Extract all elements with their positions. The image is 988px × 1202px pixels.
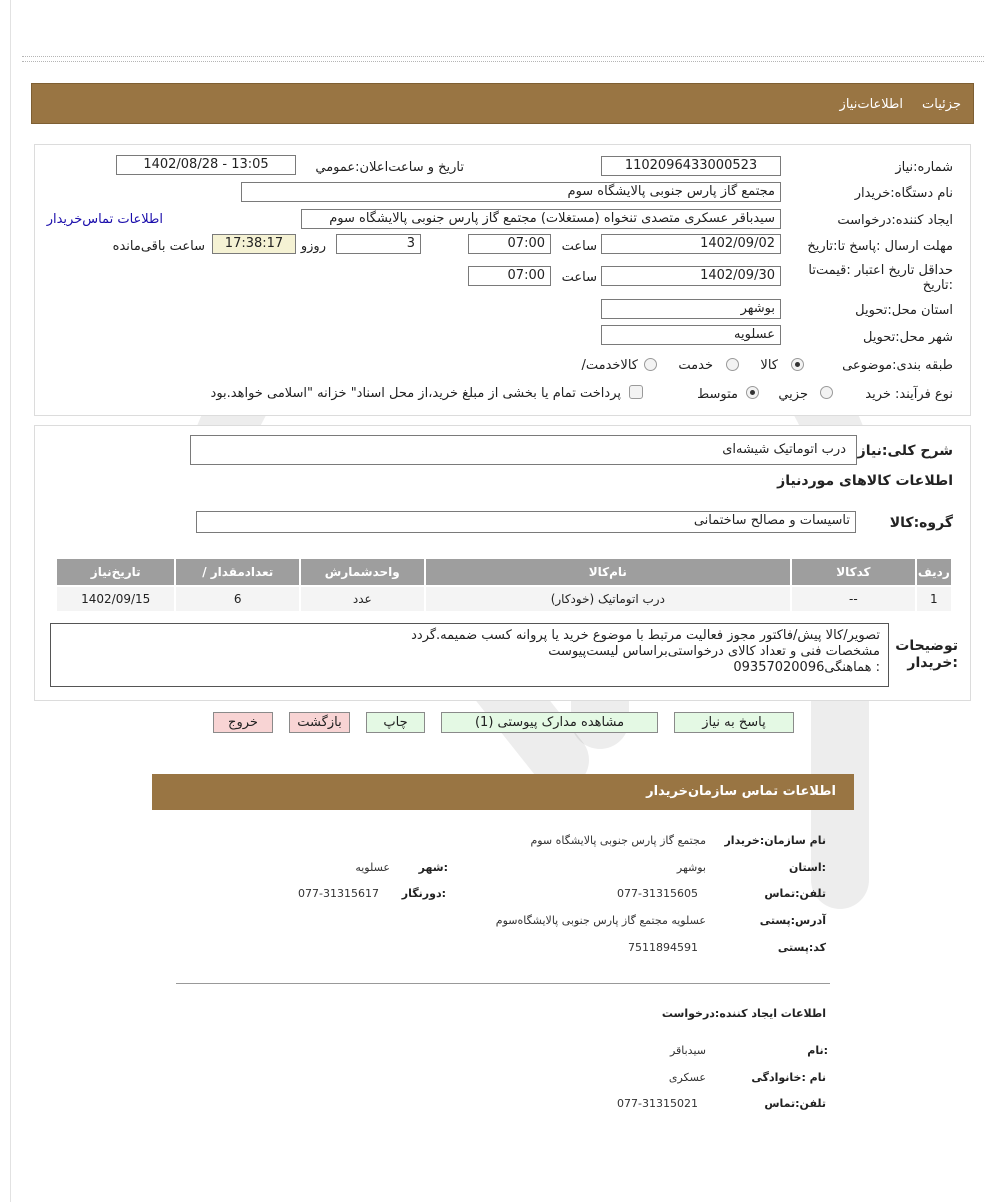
buyer-org-field: مجتمع گاز پارس جنوبی پالایشگاه سوم	[241, 182, 781, 202]
validity-time-field: 07:00	[468, 266, 551, 286]
category-service-label: خدمت	[678, 358, 713, 373]
need-number-label: شماره:نیاز	[895, 160, 953, 175]
validity-date-field: 1402/09/30	[601, 266, 781, 286]
org-name-value: مجتمع گاز پارس جنوبی پالایشگاه سوم	[530, 834, 706, 847]
view-attachments-button[interactable]: مشاهده مدارک پیوستی (1)	[441, 712, 658, 733]
days-field: 3	[336, 234, 421, 254]
creator-family-label: نام :خانوادگی	[751, 1071, 826, 1084]
general-desc-field: درب اتوماتیک شیشه‌ای	[190, 435, 857, 465]
cell-unit: عدد	[301, 587, 424, 611]
reply-button[interactable]: پاسخ به نیاز	[674, 712, 794, 733]
creator-label: ایجاد کننده:درخواست	[837, 213, 953, 228]
deadline-time-field: 07:00	[468, 234, 551, 254]
category-both-label: /کالاخدمت	[581, 358, 638, 373]
category-service-radio[interactable]	[726, 358, 739, 371]
tab-need-info[interactable]: اطلاعات‌نیاز	[839, 97, 903, 112]
treasury-payment-label: پرداخت تمام یا بخشی از مبلغ خرید،از محل اسناد" خزانه "اسلامی خواهد.بود	[210, 386, 621, 401]
category-both-radio[interactable]	[644, 358, 657, 371]
buyer-org-label: نام دستگاه:خریدار	[854, 186, 953, 201]
col-quantity: / تعدادمقدار	[176, 559, 299, 585]
col-item-code: کدکالا	[792, 559, 915, 585]
cell-item-name: درب اتوماتیک (خودکار)	[426, 587, 791, 611]
need-number-field: 1102096433000523	[601, 156, 781, 176]
province-field: بوشهر	[601, 299, 781, 319]
org-name-label: نام سازمان:خریدار	[724, 834, 826, 847]
contact-address-label: آدرس:پستی	[759, 914, 826, 927]
buyer-notes-line-3: : هماهنگی09357020096	[733, 660, 880, 675]
remaining-label: ساعت باقی‌مانده	[112, 239, 205, 254]
process-medium-label: متوسط	[697, 387, 738, 402]
creator-family-value: عسکری	[668, 1071, 706, 1084]
validity-hour-label: ساعت	[561, 270, 597, 285]
creator-phone-value: 077-31315021	[617, 1097, 698, 1110]
announce-label: تاریخ و ساعت‌اعلان:عمومي	[315, 160, 464, 175]
goods-group-field: تاسیسات و مصالح ساختمانی	[196, 511, 856, 533]
section-divider	[176, 983, 830, 984]
exit-button[interactable]: خروج	[213, 712, 273, 733]
category-goods-label: کالا	[760, 358, 778, 373]
category-goods-radio[interactable]	[791, 358, 804, 371]
contact-province-value: بوشهر	[676, 861, 706, 874]
announce-field: 1402/08/28 - 13:05	[116, 155, 296, 175]
creator-phone-label: تلفن:تماس	[764, 1097, 826, 1110]
items-title: اطلاعات کالاهای مورد‌نیاز	[777, 473, 953, 489]
contact-province-label: :استان	[789, 861, 826, 874]
cell-need-date: 1402/09/15	[57, 587, 174, 611]
table-row	[57, 587, 951, 611]
contact-postal-value: 7511894591	[628, 941, 698, 954]
deadline-hour-label: ساعت	[561, 239, 597, 254]
creator-field: سیدباقر عسکری متصدی تنخواه (مستغلات) مجتمع گاز پارس جنوبی پالایشگاه سوم	[301, 209, 781, 229]
province-label: استان محل:تحویل	[855, 303, 953, 318]
cell-row: 1	[917, 587, 951, 611]
creator-name-value: سیدباقر	[669, 1044, 706, 1057]
buyer-contact-link[interactable]: اطلاعات تماس‌خریدار	[46, 212, 163, 227]
deadline-label: مهلت ارسال :پاسخ تا:تاریخ	[807, 239, 953, 254]
print-button[interactable]: چاپ	[366, 712, 425, 733]
cell-quantity: 6	[176, 587, 299, 611]
top-divider	[22, 56, 984, 62]
buyer-notes-box	[50, 623, 889, 687]
days-label: روزو	[300, 239, 326, 254]
back-button[interactable]: بازگشت	[289, 712, 350, 733]
deadline-date-field: 1402/09/02	[601, 234, 781, 254]
process-medium-radio[interactable]	[746, 386, 759, 399]
buyer-notes-label: توضیحات :خریدار	[895, 638, 958, 671]
contact-city-label: :شهر	[418, 861, 448, 874]
cell-item-code: --	[792, 587, 915, 611]
contact-city-value: عسلویه	[355, 861, 390, 874]
treasury-payment-checkbox[interactable]	[629, 385, 643, 399]
contact-fax-label: :دورنگار	[401, 887, 446, 900]
col-row: ردیف	[917, 559, 951, 585]
contact-phone-value: 077-31315605	[617, 887, 698, 900]
validity-label: حداقل تاریخ اعتبار :قیمت‌تا :تاریخ	[808, 263, 953, 293]
creator-name-label: :نام	[807, 1044, 828, 1057]
process-partial-label: جزیي	[778, 387, 808, 402]
contact-address-value: عسلویه مجتمع گاز پارس جنوبی پالایشگاه‌سوم	[495, 914, 706, 927]
contact-postal-label: کد:پستی	[777, 941, 826, 954]
category-label: طبقه بندی:موضوعی	[842, 358, 953, 373]
col-unit: واحدشمارش	[301, 559, 424, 585]
goods-table	[55, 557, 953, 613]
buyer-notes-line-1: تصویر/کالا پیش/فاکتور مجوز فعالیت مرتبط با موضوع خرید یا پروانه کسب ضمیمه.گردد	[411, 628, 880, 643]
remaining-time-field: 17:38:17	[212, 234, 296, 254]
creator-info-title: اطلاعات ایجاد کننده:درخواست	[661, 1007, 826, 1020]
process-partial-radio[interactable]	[820, 386, 833, 399]
left-border	[10, 0, 11, 1202]
buyer-contact-title: اطلاعات تماس سازمان‌خریدار	[646, 784, 836, 799]
tab-details[interactable]: جزئیات	[922, 97, 961, 112]
col-need-date: تاریخ‌نیاز	[57, 559, 174, 585]
goods-group-label: گروه:کالا	[889, 515, 953, 531]
process-type-label: نوع فرآیند: خرید	[865, 387, 953, 402]
city-field: عسلویه	[601, 325, 781, 345]
contact-phone-label: تلفن:تماس	[764, 887, 826, 900]
buyer-contact-header	[152, 774, 854, 810]
col-item-name: نام‌کالا	[426, 559, 791, 585]
city-label: شهر محل:تحویل	[863, 330, 953, 345]
general-desc-label: شرح کلی:نیاز	[857, 443, 953, 459]
buyer-notes-line-2: مشخصات فنی و تعداد کالای درخواستی‌براساس لیست‌پیوست	[548, 644, 880, 659]
header-bar	[31, 83, 974, 124]
contact-fax-value: 077-31315617	[298, 887, 379, 900]
